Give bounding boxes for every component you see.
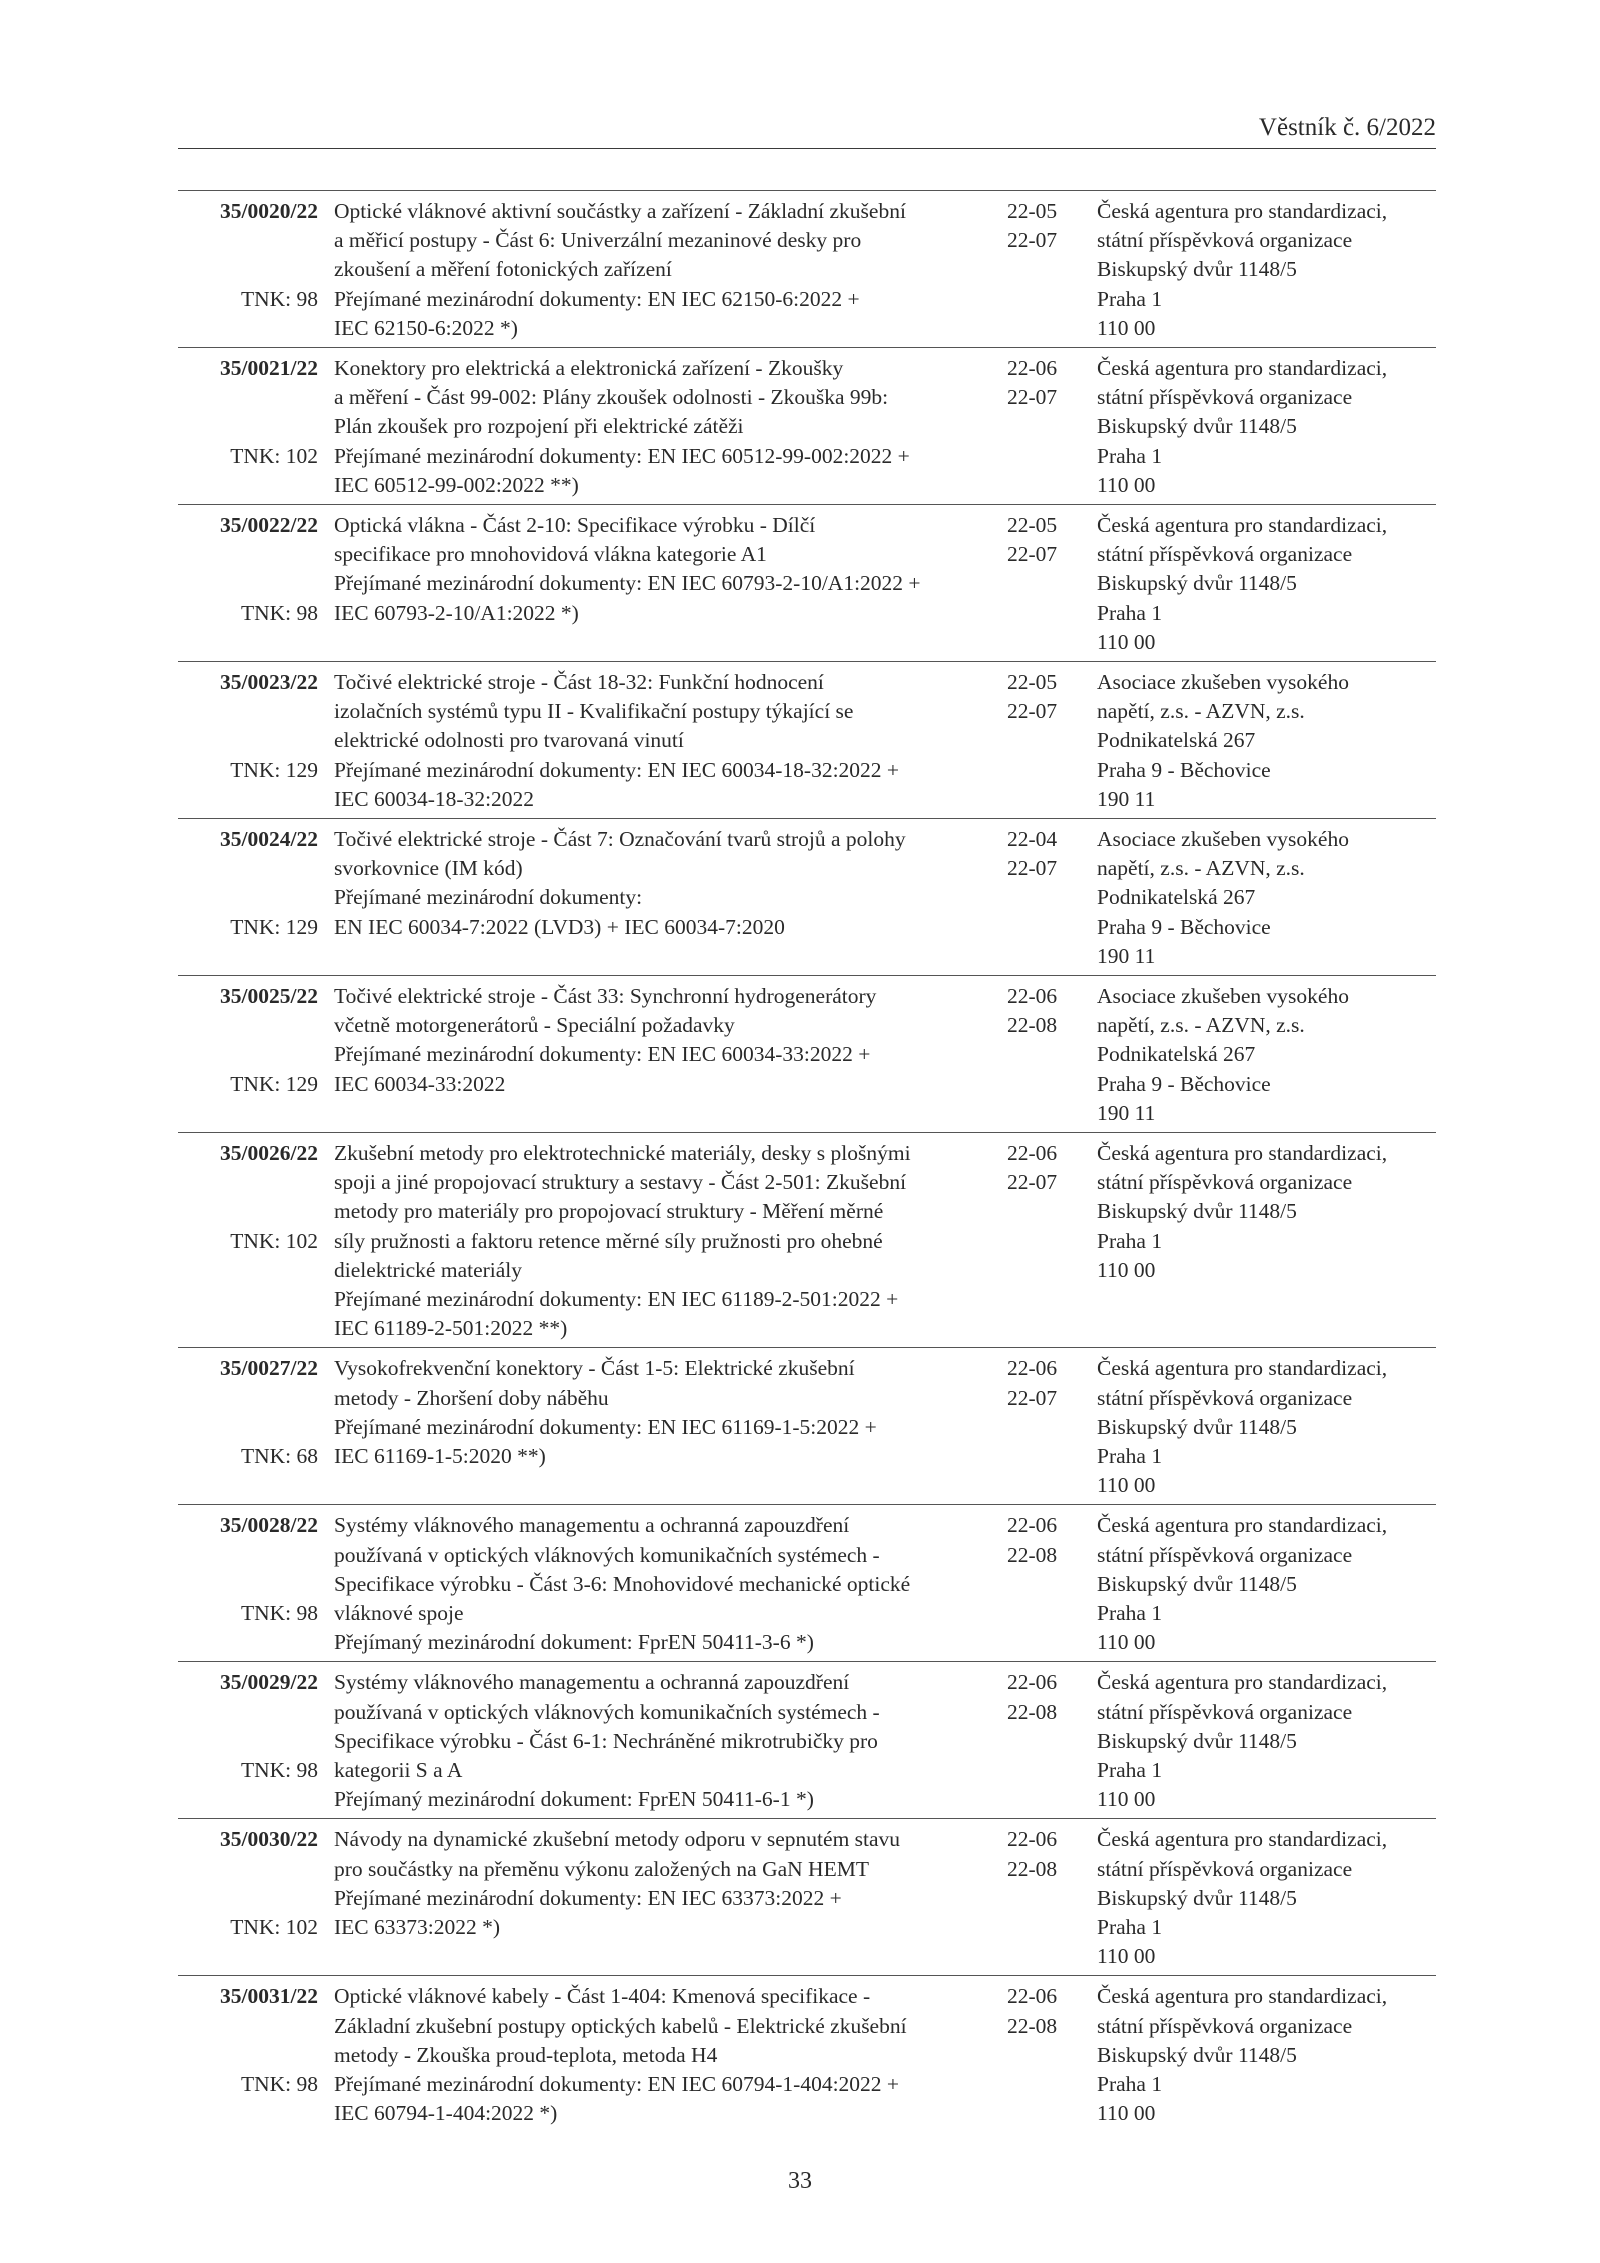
entry-id-cell [178,1668,318,1782]
date-line: 22-04 [1007,827,1058,851]
organization-line: 190 11 [1097,1100,1156,1125]
organization-line: Biskupský dvůr 1148/5 [1097,1885,1297,1910]
organization-line: 110 00 [1097,1944,1156,1969]
entry-code: 35/0030/22 [220,1827,318,1852]
date-line: 22-07 [1007,542,1058,567]
organization-line: Podnikatelská 267 [1097,885,1256,910]
date-line: 22-06 [1007,1513,1058,1538]
entry-dates [1007,982,1077,1040]
entry-row [178,818,1436,975]
description-line: IEC 60034-33:2022 [334,1071,506,1096]
organization-line: Biskupský dvůr 1148/5 [1097,571,1297,596]
entry-organization [1097,354,1436,500]
entry-description [334,505,994,632]
entry-dates [1007,1139,1077,1197]
description-line: Přejímané mezinárodní dokumenty: EN IEC 60794-1-404:2022 + [334,2072,900,2096]
entry-tnk: TNK: 102 [230,443,318,468]
entry-code: 35/0025/22 [220,984,318,1008]
date-line: 22-08 [1007,1856,1058,1881]
description-line: Přejímané mezinárodní dokumenty: EN IEC 60034-18-32:2022 + [334,757,900,782]
organization-line: Praha 1 [1097,286,1163,311]
description-line: svorkovnice (IM kód) [334,856,523,881]
organization-line: Česká agentura pro standardizaci, [1097,356,1388,380]
organization-line: Biskupský dvůr 1148/5 [1097,414,1297,439]
entry-dates [1007,1982,1077,2040]
entry-tnk: TNK: 129 [230,1071,318,1096]
entry-organization [1097,1139,1436,1285]
entry-organization [1097,1668,1436,1814]
description-line: metody - Zkouška proud-teplota, metoda H4 [334,2042,718,2067]
organization-line: 110 00 [1097,1787,1156,1812]
entries-table [178,190,1436,2132]
description-line: zkoušení a měření fotonických zařízení [334,257,672,282]
entry-dates [1007,825,1077,883]
entry-row [178,661,1436,818]
description-line: Točivé elektrické stroje - Část 18-32: Funkční hodnocení [334,670,824,694]
organization-line: státní příspěvková organizace [1097,228,1353,253]
entry-id-cell [178,668,318,782]
description-line: spoji a jiné propojovací struktury a sestavy - Část 2-501: Zkušební [334,1170,907,1195]
date-line: 22-06 [1007,1984,1058,2009]
entry-row [178,504,1436,661]
date-line: 22-06 [1007,1670,1058,1695]
organization-line: Asociace zkušeben vysokého [1097,827,1349,851]
entry-description [334,191,994,347]
entry-dates [1007,197,1077,255]
entry-row [178,1975,1436,2132]
date-line: 22-07 [1007,1170,1058,1195]
organization-line: státní příspěvková organizace [1097,1856,1353,1881]
entry-code: 35/0024/22 [220,827,318,851]
organization-line: 190 11 [1097,943,1156,968]
header-rule [178,148,1436,149]
description-line: Přejímané mezinárodní dokumenty: EN IEC 60793-2-10/A1:2022 + [334,571,921,596]
organization-line: 110 00 [1097,629,1156,654]
organization-line: státní příspěvková organizace [1097,1385,1353,1410]
entry-id-cell [178,1982,318,2096]
date-line: 22-07 [1007,1385,1058,1410]
organization-line: Česká agentura pro standardizaci, [1097,1513,1388,1538]
entry-code: 35/0029/22 [220,1670,318,1695]
entry-description [334,1505,994,1661]
entry-dates [1007,511,1077,569]
entry-code: 35/0031/22 [220,1984,318,2009]
organization-line: napětí, z.s. - AZVN, z.s. [1097,699,1305,724]
entry-row [178,975,1436,1132]
organization-line: Biskupský dvůr 1148/5 [1097,257,1297,282]
organization-line: Asociace zkušeben vysokého [1097,670,1349,694]
description-line: včetně motorgenerátorů - Speciální požadavky [334,1013,735,1038]
entry-tnk: TNK: 68 [240,1443,318,1468]
description-line: Základní zkušební postupy optických kabelů - Elektrické zkušební [334,2013,907,2038]
entry-tnk: TNK: 98 [240,286,318,311]
entry-tnk: TNK: 102 [230,1914,318,1939]
entry-description [334,1133,994,1347]
description-line: a měření - Část 99-002: Plány zkoušek odolnosti - Zkouška 99b: [334,385,889,410]
entry-description [334,662,994,818]
organization-line: napětí, z.s. - AZVN, z.s. [1097,1013,1305,1038]
organization-line: 110 00 [1097,1473,1156,1498]
description-line: Přejímané mezinárodní dokumenty: EN IEC 62150-6:2022 + [334,286,860,311]
organization-line: 110 00 [1097,1630,1156,1655]
entry-code: 35/0020/22 [220,199,318,223]
description-line: Optické vláknové aktivní součástky a zařízení - Základní zkušební [334,199,906,223]
date-line: 22-08 [1007,1013,1058,1038]
description-line: elektrické odolnosti pro tvarovaná vinutí [334,728,684,753]
description-line: IEC 60793-2-10/A1:2022 *) [334,600,579,625]
description-line: IEC 60512-99-002:2022 **) [334,472,579,497]
description-line: specifikace pro mnohovidová vlákna kategorie A1 [334,542,767,567]
entry-dates [1007,1354,1077,1412]
description-line: metody - Zhoršení doby náběhu [334,1385,609,1410]
description-line: IEC 62150-6:2022 *) [334,315,518,340]
description-line: Přejímané mezinárodní dokumenty: EN IEC 60034-33:2022 + [334,1042,871,1067]
description-line: Přejímaný mezinárodní dokument: FprEN 50411-3-6 *) [334,1630,814,1655]
description-line: Zkušební metody pro elektrotechnické materiály, desky s plošnými [334,1141,911,1165]
description-line: Přejímané mezinárodní dokumenty: EN IEC 63373:2022 + [334,1885,842,1910]
page-header: Věstník č. 6/2022 [1258,114,1436,141]
organization-line: Biskupský dvůr 1148/5 [1097,2042,1297,2067]
entry-code: 35/0027/22 [220,1356,318,1381]
entry-id-cell [178,1511,318,1625]
description-line: IEC 60034-18-32:2022 [334,786,535,811]
entry-code: 35/0028/22 [220,1513,318,1538]
date-line: 22-08 [1007,2013,1058,2038]
description-line: Přejímané mezinárodní dokumenty: EN IEC 61169-1-5:2022 + [334,1414,877,1439]
entry-description [334,819,994,946]
page-number: 33 [788,2168,812,2194]
organization-line: Biskupský dvůr 1148/5 [1097,1571,1297,1596]
organization-line: státní příspěvková organizace [1097,2013,1353,2038]
entry-code: 35/0021/22 [220,356,318,380]
organization-line: Česká agentura pro standardizaci, [1097,199,1388,223]
description-line: síly pružnosti a faktoru retence měrné síly pružnosti pro ohebné [334,1228,883,1253]
date-line: 22-06 [1007,1356,1058,1381]
entry-organization [1097,1354,1436,1500]
entry-code: 35/0022/22 [220,513,318,537]
date-line: 22-05 [1007,670,1058,694]
organization-line: Praha 1 [1097,1444,1163,1468]
description-line: kategorii S a A [334,1758,463,1782]
entry-organization [1097,511,1436,657]
date-line: 22-08 [1007,1699,1058,1724]
organization-line: Asociace zkušeben vysokého [1097,984,1349,1008]
date-line: 22-07 [1007,856,1058,881]
entry-organization [1097,825,1436,971]
organization-line: Biskupský dvůr 1148/5 [1097,1728,1297,1753]
entry-tnk: TNK: 98 [240,600,318,625]
entry-id-cell [178,982,318,1096]
description-line: Optická vlákna - Část 2-10: Specifikace výrobku - Dílčí [334,513,816,537]
description-line: Specifikace výrobku - Část 3-6: Mnohovidové mechanické optické [334,1571,911,1596]
date-line: 22-06 [1007,1827,1058,1852]
entry-description [334,1348,994,1475]
description-line: vláknové spoje [334,1601,464,1625]
description-line: Přejímané mezinárodní dokumenty: EN IEC 61189-2-501:2022 + [334,1287,899,1312]
organization-line: Praha 1 [1097,443,1163,468]
organization-line: státní příspěvková organizace [1097,1170,1353,1195]
description-line: Optické vláknové kabely - Část 1-404: Kmenová specifikace - [334,1984,871,2009]
entry-dates [1007,1825,1077,1883]
entry-id-cell [178,825,318,939]
description-line: Systémy vláknového managementu a ochranná zapouzdření [334,1670,850,1695]
entry-organization [1097,1825,1436,1971]
description-line: EN IEC 60034-7:2022 (LVD3) + IEC 60034-7:2020 [334,914,785,939]
entry-id-cell [178,197,318,311]
organization-line: 190 11 [1097,786,1156,811]
description-line: Točivé elektrické stroje - Část 7: Označování tvarů strojů a polohy [334,827,906,851]
date-line: 22-06 [1007,1141,1058,1165]
description-line: IEC 63373:2022 *) [334,1915,501,1939]
organization-line: Praha 9 - Běchovice [1097,1071,1271,1096]
entry-id-cell [178,1354,318,1468]
entry-description [334,1662,994,1818]
entry-row [178,1132,1436,1347]
date-line: 22-05 [1007,199,1058,223]
entry-description [334,348,994,504]
description-line: Přejímané mezinárodní dokumenty: EN IEC 60512-99-002:2022 + [334,443,910,468]
description-line: Plán zkoušek pro rozpojení při elektrické zátěži [334,414,744,439]
description-line: Přejímaný mezinárodní dokument: FprEN 50411-6-1 *) [334,1787,814,1812]
organization-line: Praha 1 [1097,1758,1163,1782]
entry-tnk: TNK: 102 [230,1228,318,1253]
organization-line: 110 00 [1097,2101,1156,2126]
organization-line: Česká agentura pro standardizaci, [1097,513,1388,537]
description-line: Systémy vláknového managementu a ochranná zapouzdření [334,1513,850,1538]
entry-dates [1007,1511,1077,1569]
description-line: Konektory pro elektrická a elektronická zařízení - Zkoušky [334,356,844,380]
date-line: 22-07 [1007,699,1058,724]
organization-line: Praha 1 [1097,600,1163,625]
date-line: 22-06 [1007,356,1058,380]
entry-code: 35/0026/22 [220,1141,318,1165]
organization-line: Praha 9 - Běchovice [1097,914,1271,939]
organization-line: státní příspěvková organizace [1097,1542,1353,1567]
description-line: a měřicí postupy - Část 6: Univerzální mezaninové desky pro [334,228,862,253]
organization-line: Česká agentura pro standardizaci, [1097,1356,1388,1381]
entry-dates [1007,668,1077,726]
description-line: používaná v optických vláknových komunikačních systémech - [334,1542,880,1567]
organization-line: Podnikatelská 267 [1097,728,1256,753]
description-line: Specifikace výrobku - Část 6-1: Nechráněné mikrotrubičky pro [334,1728,878,1753]
organization-line: státní příspěvková organizace [1097,542,1353,567]
description-line: Návody na dynamické zkušební metody odporu v sepnutém stavu [334,1827,901,1852]
organization-line: Praha 1 [1097,1601,1163,1625]
description-line: dielektrické materiály [334,1257,523,1282]
description-line: Přejímané mezinárodní dokumenty: [334,885,643,910]
description-line: používaná v optických vláknových komunikačních systémech - [334,1699,880,1724]
entry-tnk: TNK: 129 [230,914,318,939]
date-line: 22-05 [1007,513,1058,537]
organization-line: Česká agentura pro standardizaci, [1097,1984,1388,2009]
description-line: Točivé elektrické stroje - Část 33: Synchronní hydrogenerátory [334,984,877,1008]
date-line: 22-07 [1007,228,1058,253]
organization-line: 110 00 [1097,1257,1156,1282]
organization-line: státní příspěvková organizace [1097,385,1353,410]
organization-line: Česká agentura pro standardizaci, [1097,1827,1388,1852]
organization-line: 110 00 [1097,472,1156,497]
description-line: pro součástky na přeměnu výkonu založených na GaN HEMT [334,1856,869,1881]
entry-tnk: TNK: 98 [240,1600,318,1625]
entry-row [178,190,1436,347]
date-line: 22-08 [1007,1542,1058,1567]
entry-dates [1007,354,1077,412]
organization-line: Praha 9 - Běchovice [1097,757,1271,782]
organization-line: Biskupský dvůr 1148/5 [1097,1414,1297,1439]
entry-row [178,1818,1436,1975]
organization-line: 110 00 [1097,315,1156,340]
organization-line: Praha 1 [1097,1228,1163,1253]
entry-id-cell [178,511,318,625]
entry-tnk: TNK: 129 [230,757,318,782]
description-line: metody pro materiály pro propojovací struktury - Měření měrné [334,1199,884,1224]
description-line: IEC 61189-2-501:2022 **) [334,1316,568,1341]
entry-description [334,1976,994,2132]
organization-line: Praha 1 [1097,1915,1163,1939]
entry-description [334,976,994,1103]
entry-organization [1097,1511,1436,1657]
entry-tnk: TNK: 98 [240,1757,318,1782]
organization-line: státní příspěvková organizace [1097,1699,1353,1724]
entry-row [178,1504,1436,1661]
entry-code: 35/0023/22 [220,670,318,694]
entry-organization [1097,197,1436,343]
organization-line: Podnikatelská 267 [1097,1042,1256,1067]
organization-line: Česká agentura pro standardizaci, [1097,1141,1388,1165]
entry-row [178,347,1436,504]
entry-tnk: TNK: 98 [240,2071,318,2096]
entry-description [334,1819,994,1946]
entry-dates [1007,1668,1077,1726]
entry-row [178,1347,1436,1504]
entry-id-cell [178,1825,318,1939]
entry-organization [1097,982,1436,1128]
description-line: IEC 60794-1-404:2022 *) [334,2101,558,2126]
description-line: Vysokofrekvenční konektory - Část 1-5: Elektrické zkušební [334,1356,855,1381]
description-line: IEC 61169-1-5:2020 **) [334,1444,546,1468]
date-line: 22-07 [1007,385,1058,410]
entry-id-cell [178,1139,318,1253]
date-line: 22-06 [1007,984,1058,1008]
organization-line: Praha 1 [1097,2072,1163,2096]
entry-organization [1097,1982,1436,2128]
entry-row [178,1661,1436,1818]
entry-organization [1097,668,1436,814]
description-line: izolačních systémů typu II - Kvalifikační postupy týkající se [334,699,854,724]
organization-line: Česká agentura pro standardizaci, [1097,1670,1388,1695]
organization-line: Biskupský dvůr 1148/5 [1097,1199,1297,1224]
entry-id-cell [178,354,318,468]
organization-line: napětí, z.s. - AZVN, z.s. [1097,856,1305,881]
